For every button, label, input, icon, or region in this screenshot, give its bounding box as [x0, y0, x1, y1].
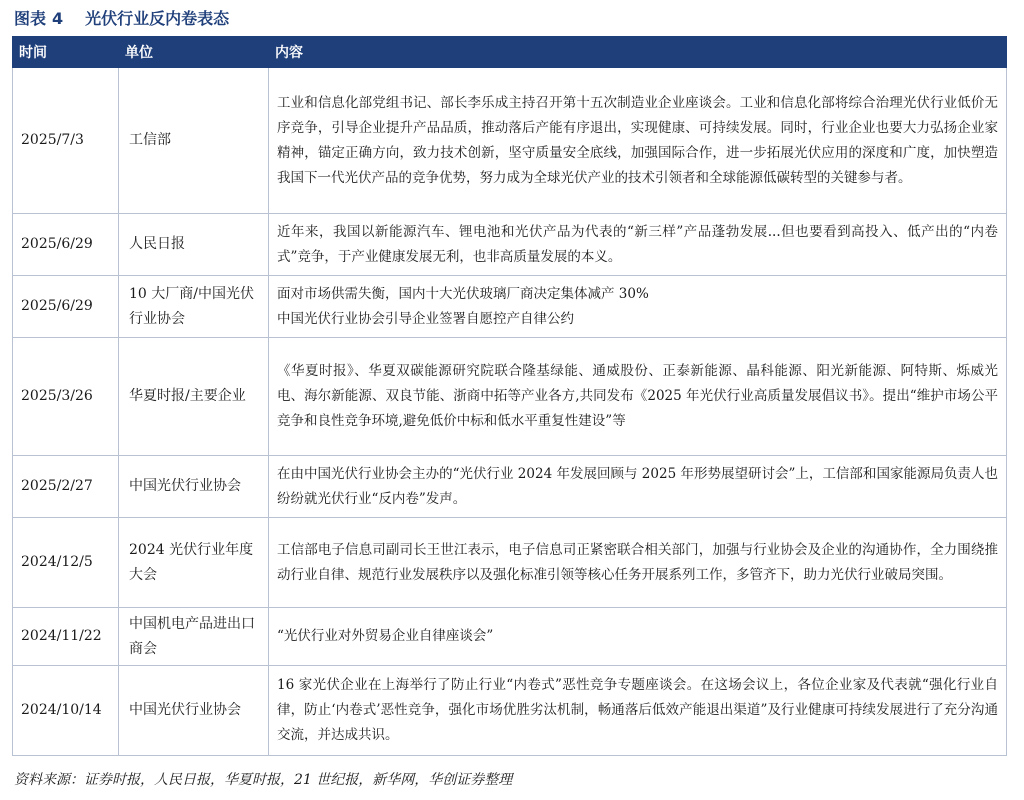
row-content: 16 家光伏企业在上海举行了防止行业“内卷式”恶性竞争专题座谈会。在这场会议上，各位企业家及代表就“强化行业自律，防止‘内卷式’恶性竞争，强化市场优胜劣汰机制，畅通落后低效产能退出渠道”及行业健康可持续发展进行了充分沟通交流，并达成共识。 [269, 666, 1007, 756]
row-unit: 人民日报 [119, 214, 269, 276]
row-date: 2024/11/22 [13, 608, 119, 666]
table-row [13, 666, 1007, 756]
table-row [13, 214, 1007, 276]
row-date: 2025/6/29 [13, 276, 119, 338]
statement-table-container [12, 36, 1006, 756]
table-row [13, 518, 1007, 608]
row-date: 2025/2/27 [13, 456, 119, 518]
header-unit: 单位 [119, 37, 269, 68]
row-date: 2025/6/29 [13, 214, 119, 276]
table-row [13, 338, 1007, 456]
table-row [13, 608, 1007, 666]
figure-title-text: 光伏行业反内卷表态 [85, 9, 230, 28]
statement-table [12, 36, 1007, 756]
content-line: 面对市场供需失衡，国内十大光伏玻璃厂商决定集体减产 30% [277, 285, 649, 302]
row-date: 2025/3/26 [13, 338, 119, 456]
table-row [13, 276, 1007, 338]
row-content [269, 276, 1007, 338]
figure-number: 4 [52, 9, 64, 28]
table-row [13, 456, 1007, 518]
table-row [13, 68, 1007, 214]
figure-title [14, 6, 229, 32]
row-unit: 中国光伏行业协会 [119, 666, 269, 756]
row-unit: 2024 光伏行业年度大会 [119, 518, 269, 608]
row-content: 工信部电子信息司副司长王世江表示，电子信息司正紧密联合相关部门，加强与行业协会及企业的沟通协作，全力围绕推动行业自律、规范行业发展秩序以及强化标准引领等核心任务开展系列工作，多管齐下，助力光伏行业破局突围。 [269, 518, 1007, 608]
row-content: 近年来，我国以新能源汽车、锂电池和光伏产品为代表的“新三样”产品蓬勃发展...但也要看到高投入、低产出的“内卷式”竞争，于产业健康发展无利，也非高质量发展的本义。 [269, 214, 1007, 276]
row-date: 2024/10/14 [13, 666, 119, 756]
row-unit: 中国机电产品进出口商会 [119, 608, 269, 666]
header-content: 内容 [269, 37, 1007, 68]
content-line: 中国光伏行业协会引导企业签署自愿控产自律公约 [277, 310, 574, 327]
row-content: 工业和信息化部党组书记、部长李乐成主持召开第十五次制造业企业座谈会。工业和信息化部将综合治理光伏行业低价无序竞争，引导企业提升产品品质，推动落后产能有序退出，实现健康、可持续发展。同时，行业企业也要大力弘扬企业家精神，锚定正确方向，致力技术创新，坚守质量安全底线，加强国际合作，进一步拓展光伏应用的深度和广度，加快塑造我国下一代光伏产品的竞争优势，努力成为全球光伏产业的技术引领者和全球能源低碳转型的关键参与者。 [269, 68, 1007, 214]
source-note: 资料来源：证券时报，人民日报，华夏时报，21 世纪报，新华网，华创证券整理 [14, 772, 513, 788]
table-header-row [13, 37, 1007, 68]
row-content: 在由中国光伏行业协会主办的“光伏行业 2024 年发展回顾与 2025 年形势展望研讨会”上，工信部和国家能源局负责人也纷纷就光伏行业“反内卷”发声。 [269, 456, 1007, 518]
figure-label: 图表 [14, 9, 47, 28]
row-content: 《华夏时报》、华夏双碳能源研究院联合隆基绿能、通威股份、正泰新能源、晶科能源、阳光新能源、阿特斯、烁威光电、海尔新能源、双良节能、浙商中拓等产业各方,共同发布《2025 年光伏行业高质量发展倡议书》。提出“维护市场公平竞争和良性竞争环境,避免低价中标和低水平重复性建设”等 [269, 338, 1007, 456]
row-unit: 10 大厂商/中国光伏行业协会 [119, 276, 269, 338]
row-date: 2025/7/3 [13, 68, 119, 214]
row-date: 2024/12/5 [13, 518, 119, 608]
row-unit: 工信部 [119, 68, 269, 214]
row-unit: 华夏时报/主要企业 [119, 338, 269, 456]
header-date: 时间 [13, 37, 119, 68]
row-unit: 中国光伏行业协会 [119, 456, 269, 518]
row-content: “光伏行业对外贸易企业自律座谈会” [269, 608, 1007, 666]
